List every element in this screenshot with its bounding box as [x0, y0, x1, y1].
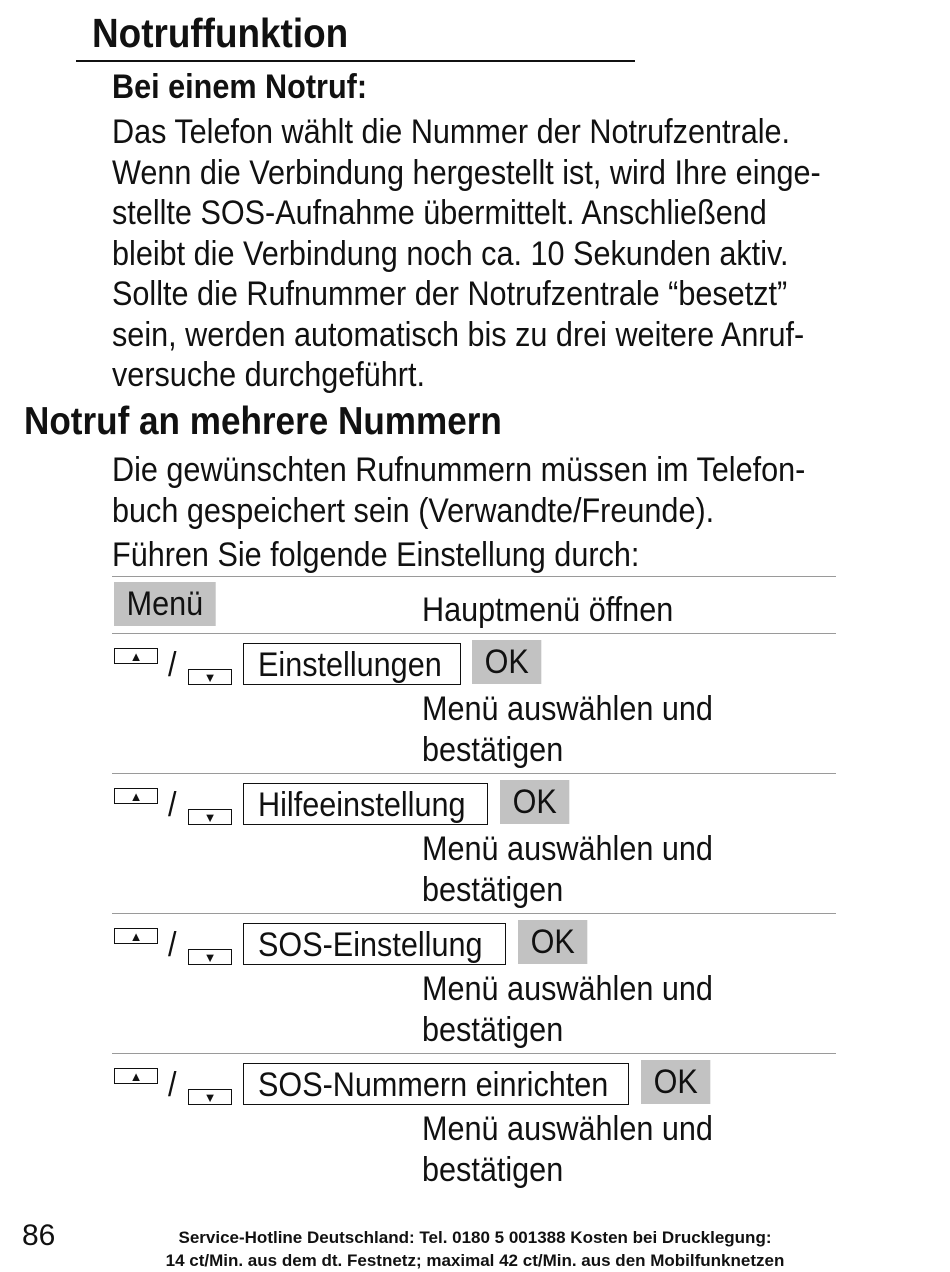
step-description: [422, 969, 713, 1050]
paragraph-line: Die gewünschten Rufnummern müssen im Telefon-: [112, 451, 806, 489]
title-underline: [76, 60, 635, 62]
step-description: [422, 829, 713, 910]
subheading: Bei einem Notruf:: [112, 68, 368, 106]
paragraph-line: Wenn die Verbindung hergestellt ist, wird Ihre einge-: [112, 153, 821, 192]
paragraph-line: versuche durchgeführt.: [112, 356, 425, 394]
emergency-call-paragraph: [112, 112, 821, 396]
page-number: 86: [22, 1219, 56, 1252]
step-divider: [112, 576, 836, 577]
paragraph-line: buch gespeichert sein (Verwandte/Freunde).: [112, 491, 715, 530]
description-line: bestätigen: [422, 1010, 564, 1049]
arrow-up-key-icon: ▲: [114, 1068, 158, 1084]
ok-key: OK: [518, 920, 587, 964]
menu-item-box: [243, 923, 506, 965]
paragraph-line: bleibt die Verbindung noch ca. 10 Sekunden aktiv.: [112, 234, 789, 273]
paragraph-line: sein, werden automatisch bis zu drei weitere Anruf-: [112, 315, 805, 354]
arrow-up-key-icon: ▲: [114, 648, 158, 664]
description-line: Menü auswählen und: [422, 830, 713, 868]
description-line: bestätigen: [422, 730, 564, 769]
step-divider: [112, 633, 836, 634]
description-line: bestätigen: [422, 870, 564, 909]
paragraph-line: Sollte die Rufnummer der Notrufzentrale “besetzt”: [112, 275, 788, 313]
step-divider: [112, 773, 836, 774]
menu-item-label: SOS-Nummern einrichten: [258, 1066, 609, 1104]
arrow-down-key-icon: ▼: [188, 949, 232, 965]
footer-line: 14 ct/Min. aus dem dt. Festnetz; maximal 42 ct/Min. aus den Mobilfunknetzen: [165, 1251, 785, 1270]
footer-hotline: [130, 1226, 820, 1272]
page-title: Notruffunktion: [92, 10, 349, 56]
menu-item-box: [243, 1063, 629, 1105]
step-description: Hauptmenü öffnen: [422, 591, 674, 629]
ok-key: OK: [641, 1060, 710, 1104]
slash-separator: /: [168, 926, 177, 964]
menu-key: Menü: [114, 582, 216, 626]
ok-key: OK: [472, 640, 541, 684]
footer-line: Service-Hotline Deutschland: Tel. 0180 5 001388 Kosten bei Drucklegung:: [178, 1228, 772, 1247]
menu-item-box: [243, 783, 488, 825]
menu-item-label: SOS-Einstellung: [258, 926, 483, 964]
description-line: Menü auswählen und: [422, 970, 713, 1008]
paragraph-line: Das Telefon wählt die Nummer der Notrufzentrale.: [112, 113, 791, 151]
instruction-line: Führen Sie folgende Einstellung durch:: [112, 536, 640, 574]
arrow-down-key-icon: ▼: [188, 669, 232, 685]
step-description: [422, 689, 713, 770]
slash-separator: /: [168, 1066, 177, 1104]
ok-key: OK: [500, 780, 569, 824]
section-heading: Notruf an mehrere Nummern: [24, 400, 502, 443]
menu-item-label: Einstellungen: [258, 646, 442, 684]
slash-separator: /: [168, 786, 177, 824]
arrow-down-key-icon: ▼: [188, 1089, 232, 1105]
step-divider: [112, 913, 836, 914]
description-line: Menü auswählen und: [422, 1110, 713, 1148]
menu-item-label: Hilfeeinstellung: [258, 786, 466, 824]
step-divider: [112, 1053, 836, 1054]
arrow-up-key-icon: ▲: [114, 788, 158, 804]
arrow-up-key-icon: ▲: [114, 928, 158, 944]
slash-separator: /: [168, 646, 177, 684]
menu-item-box: [243, 643, 461, 685]
step-description: [422, 1109, 713, 1190]
description-line: Menü auswählen und: [422, 690, 713, 728]
paragraph-line: stellte SOS-Aufnahme übermittelt. Anschließend: [112, 194, 767, 232]
description-line: bestätigen: [422, 1150, 564, 1189]
phonebook-paragraph: [112, 450, 805, 531]
arrow-down-key-icon: ▼: [188, 809, 232, 825]
